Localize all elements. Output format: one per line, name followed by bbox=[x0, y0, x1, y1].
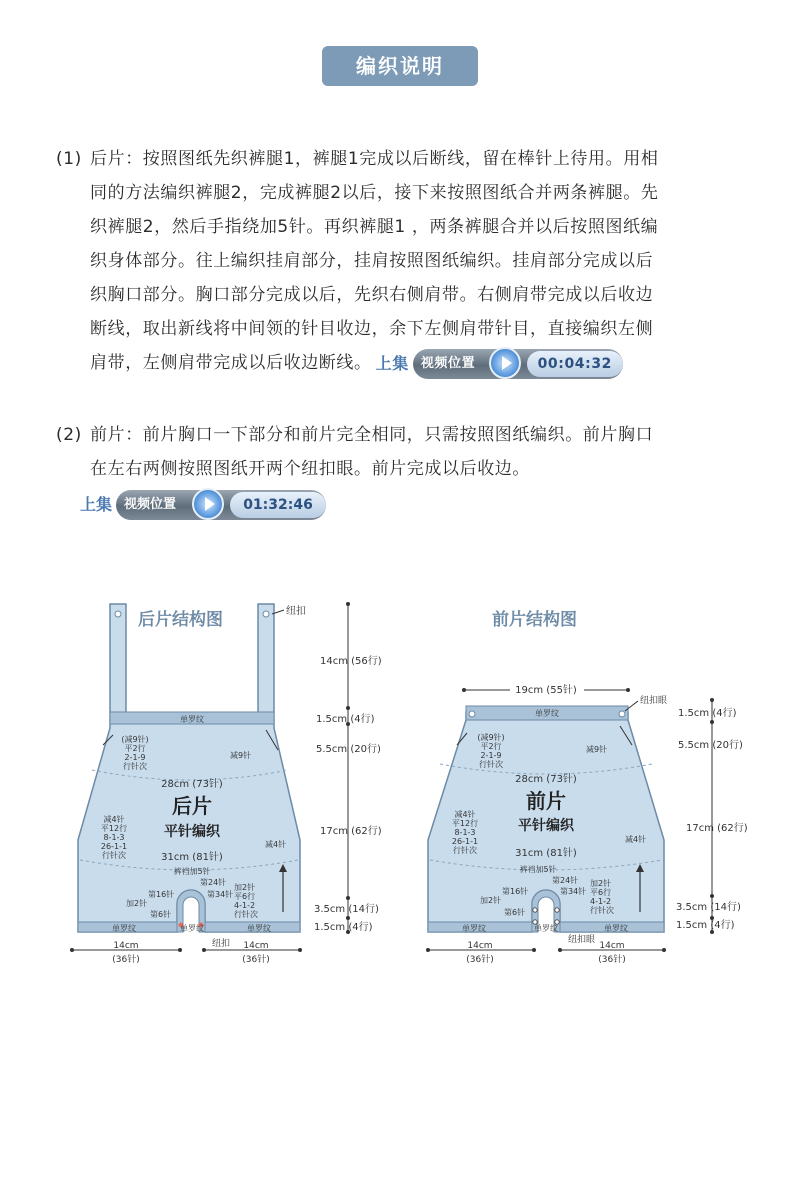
back-piece-diagram bbox=[70, 602, 382, 965]
front-crotch-note: 4-1-2 bbox=[590, 897, 612, 906]
strap-button-label: 纽扣 bbox=[286, 606, 306, 617]
paragraph-line-text: 肩带，左侧肩带完成以后收边断线。 bbox=[90, 353, 372, 373]
video-position-label: 视频位置 bbox=[124, 497, 177, 512]
dimension-end bbox=[70, 948, 74, 952]
left-strap bbox=[110, 604, 126, 720]
front-leg-stitch: (36针) bbox=[466, 955, 494, 965]
dimension-end bbox=[710, 894, 714, 898]
back-crotch-note: 第6针 bbox=[150, 910, 172, 919]
front-height: 17cm (62行) bbox=[686, 823, 748, 834]
back-crotch-note: 第16针 bbox=[148, 890, 175, 899]
dimension-end bbox=[346, 896, 350, 900]
dimension-end bbox=[662, 948, 666, 952]
video-timestamp: 01:32:46 bbox=[230, 492, 326, 518]
back-leg-width: 14cm bbox=[113, 941, 139, 951]
front-height: 5.5cm (20行) bbox=[678, 740, 743, 751]
strap-button-icon bbox=[263, 611, 269, 617]
back-edge-rib-label: 单罗纹 bbox=[112, 924, 136, 933]
paragraph-line: 前片：前片胸口一下部分和前片完全相同，只需按照图纸编织。前片胸口 bbox=[90, 425, 654, 445]
dimension-end bbox=[558, 948, 562, 952]
front-buttonhole-label: 纽扣眼 bbox=[640, 696, 668, 706]
back-crotch-note: 裤裆加5针 bbox=[173, 867, 211, 876]
back-dec-note: 平2行 bbox=[124, 744, 146, 753]
paragraph-number: (1) bbox=[56, 149, 82, 169]
back-dec-note: 2-1-9 bbox=[124, 753, 146, 762]
back-edge-rib-label: 单罗纹 bbox=[247, 924, 271, 933]
front-top-rib-label: 单罗纹 bbox=[535, 709, 559, 718]
back-side-dec-label: 减4针 bbox=[265, 840, 287, 849]
front-crotch-note: 加2针 bbox=[590, 879, 612, 888]
front-piece-name: 前片 bbox=[526, 789, 566, 813]
back-crotch-note: 行针次 bbox=[234, 910, 258, 919]
back-side-note: 平12行 bbox=[100, 824, 128, 833]
back-height: 14cm (56行) bbox=[320, 656, 382, 667]
previous-episode-label: 上集 bbox=[80, 494, 113, 514]
back-dec-note: (减9针) bbox=[121, 735, 149, 744]
front-side-note: 26-1-1 bbox=[451, 837, 479, 846]
video-position-label: 视频位置 bbox=[420, 356, 476, 371]
back-height: 5.5cm (20行) bbox=[316, 744, 381, 755]
back-piece-name: 后片 bbox=[172, 794, 212, 818]
paragraph-line: 织身体部分。往上编织挂肩部分，挂肩按照图纸编织。挂肩部分完成以后 bbox=[90, 251, 654, 271]
front-leg-stitch: (36针) bbox=[598, 955, 626, 965]
back-diagram-title: 后片结构图 bbox=[138, 610, 223, 630]
paragraph-line: 在左右两侧按照图纸开两个纽扣眼。前片完成以后收边。 bbox=[90, 459, 530, 479]
front-crotch-note: 加2针 bbox=[480, 896, 502, 905]
front-height: 1.5cm (4行) bbox=[678, 708, 737, 719]
paragraph-line: 织裤腿2，然后手指绕加5针。再织裤腿1 ，两条裤腿合并以后按照图纸编 bbox=[90, 217, 659, 237]
dimension-end bbox=[298, 948, 302, 952]
back-height: 3.5cm (14行) bbox=[314, 904, 379, 915]
back-width-top: 28cm (73针) bbox=[161, 779, 223, 790]
back-side-note: 8-1-3 bbox=[103, 833, 125, 842]
crotch-buttonhole-icon bbox=[533, 908, 537, 912]
back-crotch-note: 加2针 bbox=[234, 883, 256, 892]
front-dec-note: 2-1-9 bbox=[480, 751, 502, 760]
front-decrease-label: 减9针 bbox=[586, 745, 608, 754]
front-crotch-note: 第24针 bbox=[552, 876, 579, 885]
back-dec-note: 行针次 bbox=[123, 762, 147, 771]
paragraph-line: 织胸口部分。胸口部分完成以后，先织右侧肩带。右侧肩带完成以后收边 bbox=[90, 285, 654, 305]
dimension-end bbox=[626, 688, 630, 692]
dimension-end bbox=[426, 948, 430, 952]
front-side-note: 减4针 bbox=[454, 810, 476, 819]
front-dec-note: 平2行 bbox=[480, 742, 502, 751]
front-diagram-title: 前片结构图 bbox=[492, 610, 577, 630]
front-edge-rib-label: 单罗纹 bbox=[604, 924, 628, 933]
front-crotch-note: 第6针 bbox=[504, 908, 526, 917]
paragraph-line: 同的方法编织裤腿2，完成裤腿2以后，接下来按照图纸合并两条裤腿。先 bbox=[90, 183, 659, 203]
back-side-note: 行针次 bbox=[102, 851, 126, 860]
back-crotch-button-label: 纽扣 bbox=[212, 939, 231, 949]
back-side-note: 26-1-1 bbox=[100, 842, 128, 851]
paragraph-number: (2) bbox=[56, 425, 82, 445]
back-leg-stitch: (36针) bbox=[112, 955, 140, 965]
back-crotch-note: 4-1-2 bbox=[234, 901, 256, 910]
front-leg-width: 14cm bbox=[599, 941, 625, 951]
front-bottom-rib-label: 单罗纹 bbox=[534, 924, 558, 933]
paragraph-line: 断线，取出新线将中间领的针目收边，余下左侧肩带针目，直接编织左侧 bbox=[90, 319, 654, 339]
front-crotch-note: 裤裆加5针 bbox=[519, 865, 557, 874]
front-stitch-type: 平针编织 bbox=[518, 818, 574, 834]
back-side-note: 减4针 bbox=[103, 815, 125, 824]
back-top-rib-label: 单罗纹 bbox=[180, 715, 204, 724]
dimension-end bbox=[710, 698, 714, 702]
dimension-end bbox=[346, 916, 350, 920]
video-timestamp: 00:04:32 bbox=[527, 351, 623, 377]
buttonhole-icon bbox=[619, 711, 625, 717]
strap-button-icon bbox=[115, 611, 121, 617]
back-stitch-type: 平针编织 bbox=[164, 824, 220, 840]
front-height: 3.5cm (14行) bbox=[676, 902, 741, 913]
dimension-end bbox=[178, 948, 182, 952]
back-leg-width: 14cm bbox=[243, 941, 269, 951]
dimension-end bbox=[462, 688, 466, 692]
back-leg-stitch: (36针) bbox=[242, 955, 270, 965]
back-crotch-note: 第34针 bbox=[207, 890, 234, 899]
front-width-bottom: 31cm (81针) bbox=[515, 848, 577, 859]
front-leg-width: 14cm bbox=[467, 941, 493, 951]
front-crotch-note: 平6行 bbox=[590, 888, 612, 897]
back-bottom-rib-label: 单罗纹 bbox=[180, 924, 204, 933]
front-edge-rib-label: 单罗纹 bbox=[462, 924, 486, 933]
front-side-note: 行针次 bbox=[453, 846, 477, 855]
buttonhole-icon bbox=[469, 711, 475, 717]
front-top-width: 19cm (55针) bbox=[515, 685, 577, 696]
page-title: 编织说明 bbox=[322, 46, 478, 86]
paragraph-line: 后片：按照图纸先织裤腿1，裤腿1完成以后断线，留在棒针上待用。用相 bbox=[90, 149, 659, 169]
front-crotch-note: 第16针 bbox=[502, 887, 529, 896]
front-crotch-note: 第34针 bbox=[560, 887, 587, 896]
back-crotch-note: 平6行 bbox=[234, 892, 256, 901]
dimension-end bbox=[346, 602, 350, 606]
back-decrease-label: 减9针 bbox=[230, 751, 252, 760]
crotch-buttonhole-icon bbox=[555, 908, 559, 912]
front-side-dec-label: 减4针 bbox=[625, 835, 647, 844]
front-crotch-buttonhole-label: 纽扣眼 bbox=[568, 935, 596, 945]
dimension-end bbox=[346, 706, 350, 710]
back-width-bottom: 31cm (81针) bbox=[161, 852, 223, 863]
front-height: 1.5cm (4行) bbox=[676, 920, 735, 931]
back-crotch-note: 第24针 bbox=[200, 878, 227, 887]
back-height: 1.5cm (4行) bbox=[316, 714, 375, 725]
back-height: 17cm (62行) bbox=[320, 826, 382, 837]
back-height: 1.5cm (4行) bbox=[314, 922, 373, 933]
previous-episode-label: 上集 bbox=[375, 354, 409, 373]
front-side-note: 8-1-3 bbox=[454, 828, 476, 837]
right-strap bbox=[258, 604, 274, 720]
dimension-end bbox=[532, 948, 536, 952]
dimension-end bbox=[202, 948, 206, 952]
front-crotch-note: 行针次 bbox=[590, 906, 614, 915]
front-piece-diagram bbox=[426, 609, 748, 965]
dimension-end bbox=[710, 720, 714, 724]
back-crotch-note: 加2针 bbox=[126, 899, 148, 908]
front-side-note: 平12行 bbox=[451, 819, 479, 828]
front-dec-note: 行针次 bbox=[479, 760, 503, 769]
front-width-top: 28cm (73针) bbox=[515, 774, 577, 785]
front-dec-note: (减9针) bbox=[477, 733, 505, 742]
